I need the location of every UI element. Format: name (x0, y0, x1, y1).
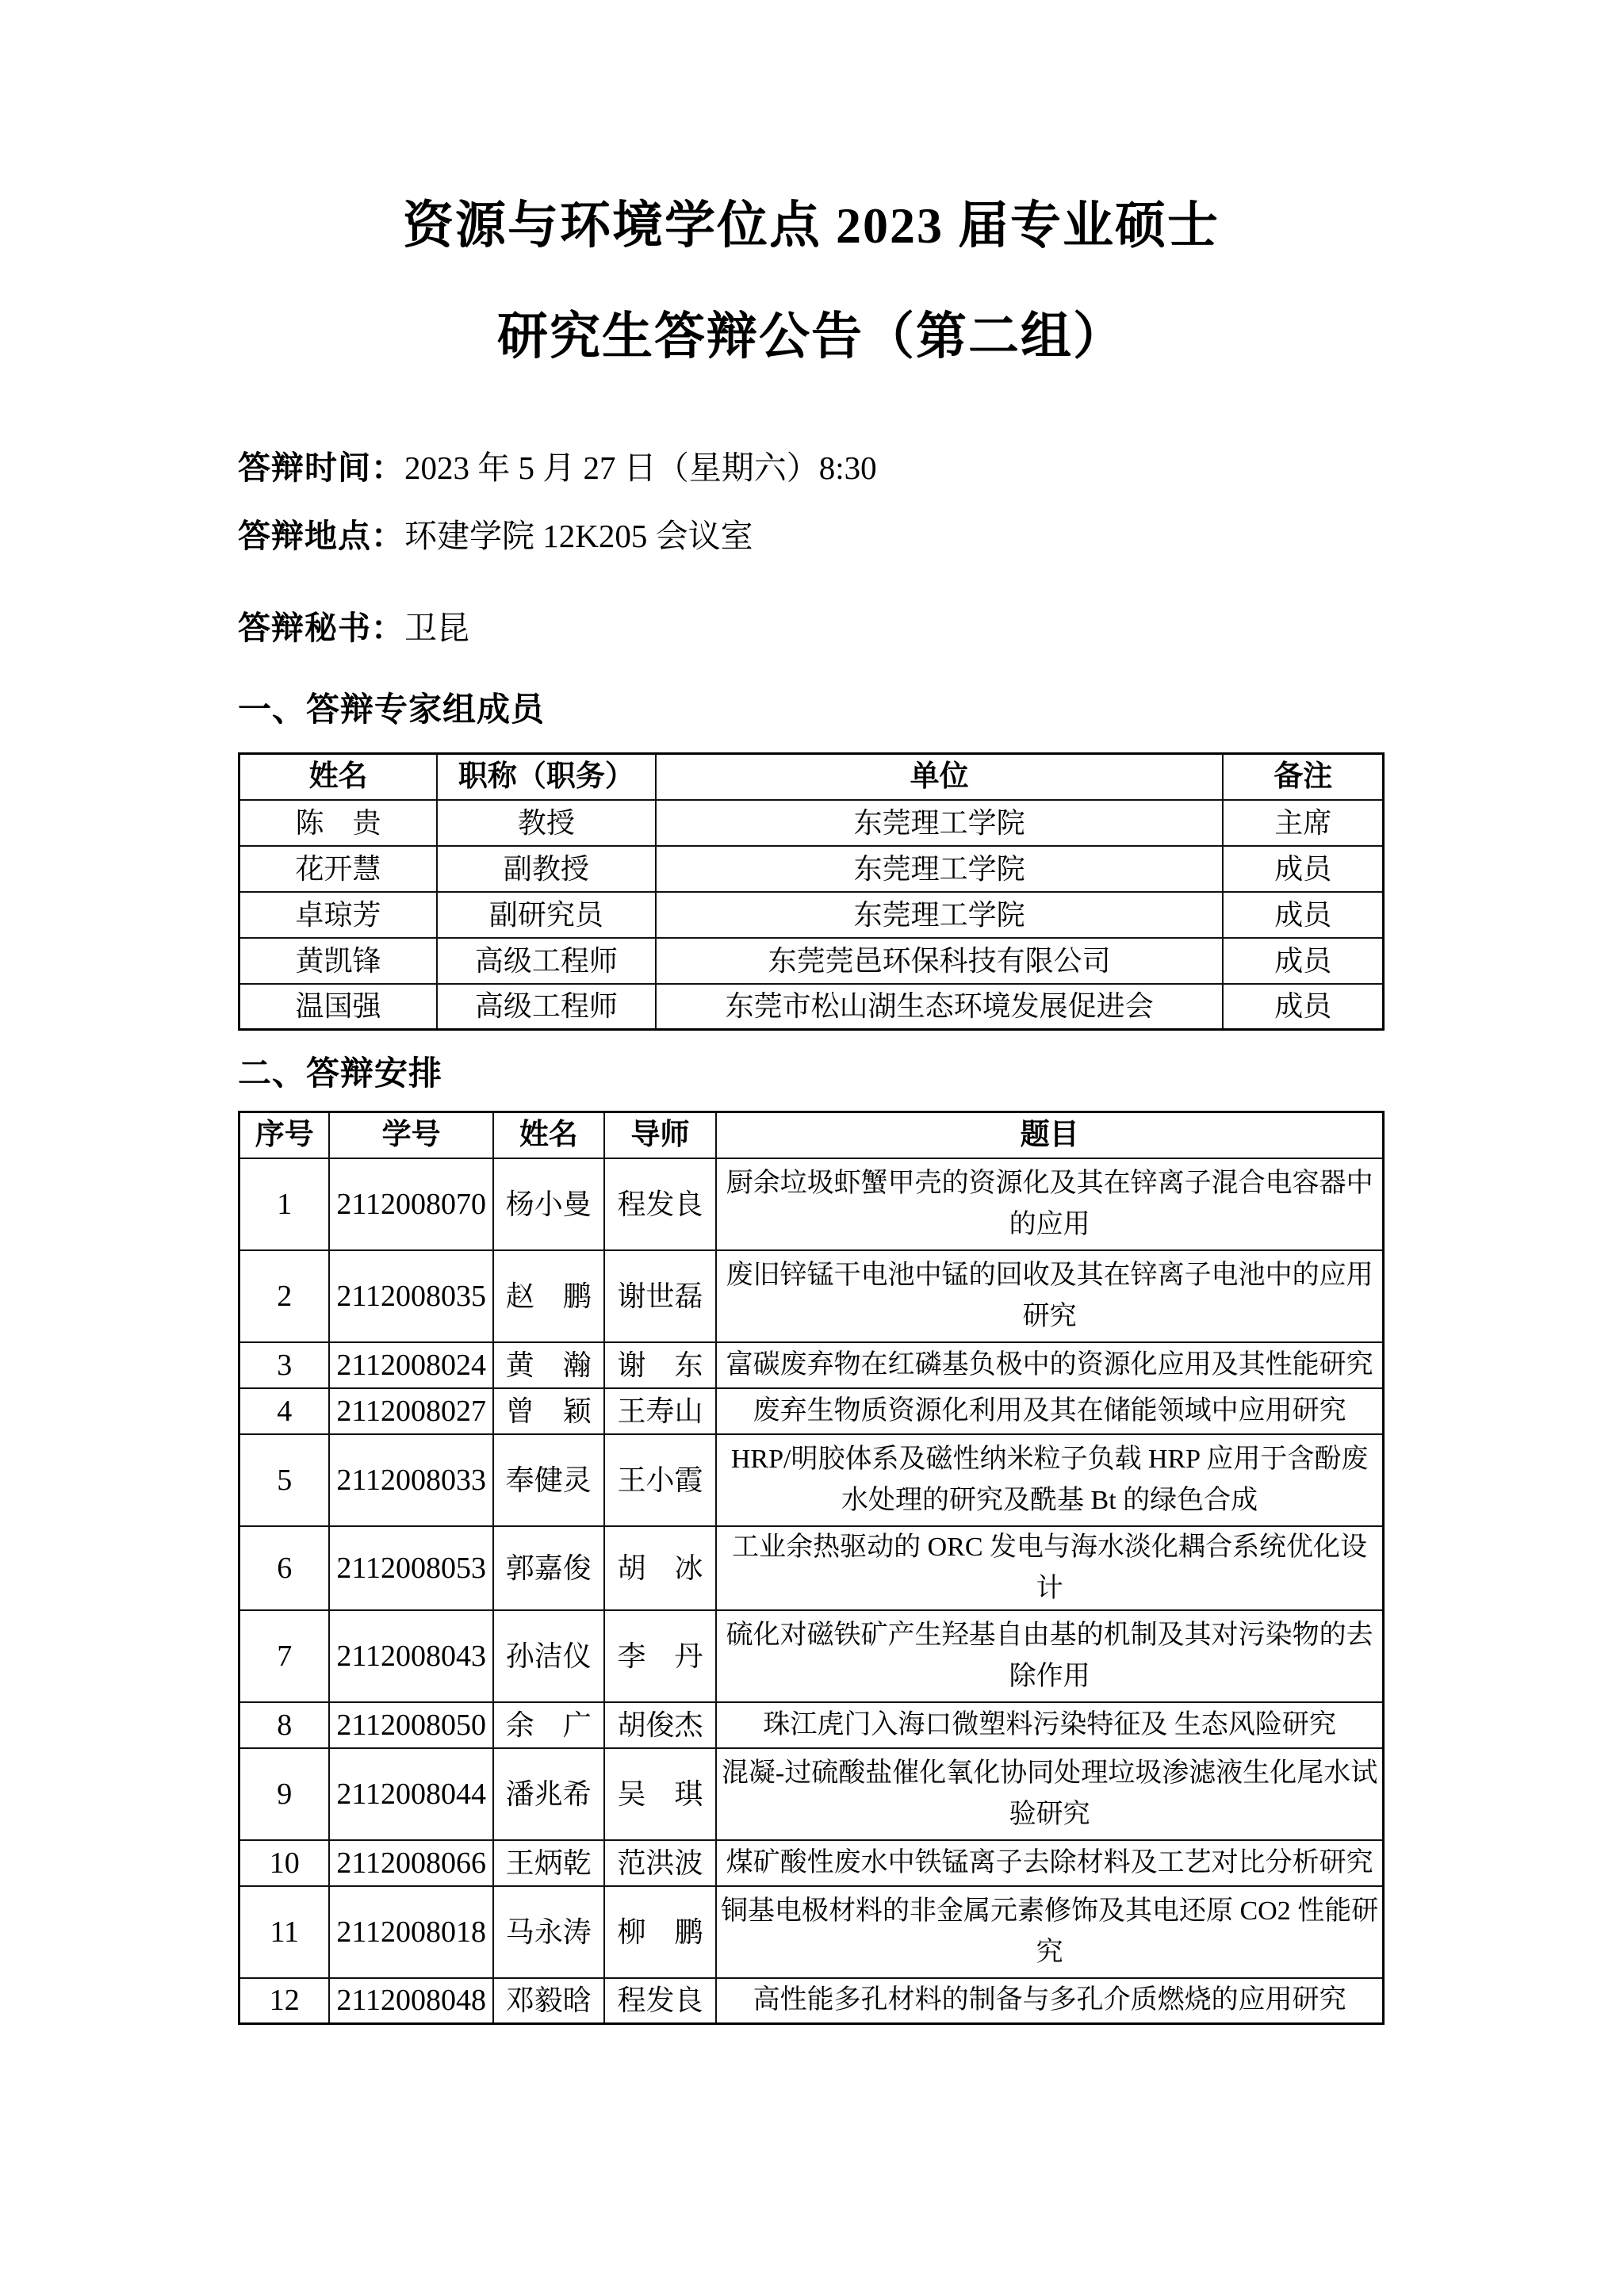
schedule-name: 郭嘉俊 (493, 1526, 604, 1610)
experts-header-row (239, 754, 1384, 800)
expert-title: 教授 (437, 800, 656, 846)
schedule-supervisor: 谢世磊 (604, 1250, 716, 1342)
expert-name: 卓琼芳 (239, 892, 438, 938)
expert-title: 高级工程师 (437, 938, 656, 984)
schedule-student-id: 2112008018 (329, 1886, 492, 1978)
expert-name: 黄凯锋 (239, 938, 438, 984)
defense-time-label: 答辩时间： (238, 450, 404, 486)
schedule-name: 孙洁仪 (493, 1610, 604, 1702)
experts-header-unit: 单位 (656, 754, 1224, 800)
defense-time-value: 2023 年 5 月 27 日（星期六）8:30 (404, 450, 877, 486)
experts-header-name: 姓名 (239, 754, 438, 800)
expert-name: 陈 贵 (239, 800, 438, 846)
schedule-row (239, 1434, 1384, 1526)
schedule-name: 潘兆希 (493, 1748, 604, 1840)
expert-unit: 东莞理工学院 (656, 800, 1224, 846)
schedule-topic: 富碳废弃物在红磷基负极中的资源化应用及其性能研究 (716, 1342, 1383, 1388)
schedule-no: 11 (239, 1886, 330, 1978)
schedule-row (239, 1610, 1384, 1702)
schedule-table (238, 1111, 1385, 2025)
defense-secretary-line (238, 605, 1385, 651)
schedule-name: 黄 瀚 (493, 1342, 604, 1388)
schedule-no: 5 (239, 1434, 330, 1526)
schedule-topic: 煤矿酸性废水中铁锰离子去除材料及工艺对比分析研究 (716, 1840, 1383, 1886)
expert-unit: 东莞莞邑环保科技有限公司 (656, 938, 1224, 984)
schedule-topic: 工业余热驱动的 ORC 发电与海水淡化耦合系统优化设计 (716, 1526, 1383, 1610)
schedule-supervisor: 李 丹 (604, 1610, 716, 1702)
schedule-topic: 废弃生物质资源化利用及其在储能领域中应用研究 (716, 1388, 1383, 1434)
schedule-topic: 厨余垃圾虾蟹甲壳的资源化及其在锌离子混合电容器中的应用 (716, 1158, 1383, 1250)
expert-title: 副教授 (437, 846, 656, 892)
schedule-name: 杨小曼 (493, 1158, 604, 1250)
experts-table (238, 752, 1385, 1031)
schedule-supervisor: 范洪波 (604, 1840, 716, 1886)
schedule-student-id: 2112008043 (329, 1610, 492, 1702)
defense-location-value: 环建学院 12K205 会议室 (404, 518, 753, 554)
schedule-no: 9 (239, 1748, 330, 1840)
schedule-no: 6 (239, 1526, 330, 1610)
schedule-no: 1 (239, 1158, 330, 1250)
defense-location-line (238, 513, 1385, 559)
schedule-student-id: 2112008050 (329, 1702, 492, 1748)
schedule-row (239, 1978, 1384, 2024)
schedule-student-id: 2112008053 (329, 1526, 492, 1610)
schedule-supervisor: 王寿山 (604, 1388, 716, 1434)
expert-row (239, 938, 1384, 984)
schedule-header-student-id: 学号 (329, 1112, 492, 1158)
schedule-no: 3 (239, 1342, 330, 1388)
schedule-student-id: 2112008033 (329, 1434, 492, 1526)
schedule-name: 奉健灵 (493, 1434, 604, 1526)
schedule-no: 10 (239, 1840, 330, 1886)
schedule-row (239, 1748, 1384, 1840)
expert-title: 高级工程师 (437, 984, 656, 1030)
schedule-student-id: 2112008048 (329, 1978, 492, 2024)
schedule-row (239, 1342, 1384, 1388)
expert-row (239, 800, 1384, 846)
defense-location-label: 答辩地点： (238, 518, 404, 554)
schedule-header-supervisor: 导师 (604, 1112, 716, 1158)
schedule-row (239, 1388, 1384, 1434)
schedule-name: 赵 鹏 (493, 1250, 604, 1342)
schedule-student-id: 2112008035 (329, 1250, 492, 1342)
expert-title: 副研究员 (437, 892, 656, 938)
defense-time-line (238, 445, 1385, 491)
schedule-row (239, 1886, 1384, 1978)
expert-row (239, 984, 1384, 1030)
schedule-header-no: 序号 (239, 1112, 330, 1158)
schedule-no: 12 (239, 1978, 330, 2024)
expert-note: 成员 (1223, 892, 1383, 938)
expert-unit: 东莞市松山湖生态环境发展促进会 (656, 984, 1224, 1030)
schedule-name: 曾 颖 (493, 1388, 604, 1434)
experts-section-heading: 一、答辩专家组成员 (238, 692, 546, 729)
schedule-no: 7 (239, 1610, 330, 1702)
expert-unit: 东莞理工学院 (656, 846, 1224, 892)
schedule-topic: 高性能多孔材料的制备与多孔介质燃烧的应用研究 (716, 1978, 1383, 2024)
schedule-supervisor: 谢 东 (604, 1342, 716, 1388)
schedule-name: 邓毅晗 (493, 1978, 604, 2024)
schedule-name: 马永涛 (493, 1886, 604, 1978)
expert-name: 花开慧 (239, 846, 438, 892)
schedule-row (239, 1526, 1384, 1610)
expert-row (239, 846, 1384, 892)
experts-header-title: 职称（职务） (437, 754, 656, 800)
schedule-name: 王炳乾 (493, 1840, 604, 1886)
schedule-header-row (239, 1112, 1384, 1158)
schedule-topic: HRP/明胶体系及磁性纳米粒子负载 HRP 应用于含酚废水处理的研究及酰基 Bt 的绿色合成 (716, 1434, 1383, 1526)
schedule-header-name: 姓名 (493, 1112, 604, 1158)
schedule-topic: 硫化对磁铁矿产生羟基自由基的机制及其对污染物的去除作用 (716, 1610, 1383, 1702)
schedule-header-topic: 题目 (716, 1112, 1383, 1158)
title-line-1: 资源与环境学位点 2023 届专业硕士 (403, 197, 1220, 254)
schedule-topic: 混凝-过硫酸盐催化氧化协同处理垃圾渗滤液生化尾水试验研究 (716, 1748, 1383, 1840)
schedule-supervisor: 吴 琪 (604, 1748, 716, 1840)
schedule-student-id: 2112008027 (329, 1388, 492, 1434)
schedule-name: 余 广 (493, 1702, 604, 1748)
schedule-supervisor: 王小霞 (604, 1434, 716, 1526)
expert-row (239, 892, 1384, 938)
expert-note: 成员 (1223, 938, 1383, 984)
schedule-student-id: 2112008070 (329, 1158, 492, 1250)
schedule-topic: 铜基电极材料的非金属元素修饰及其电还原 CO2 性能研究 (716, 1886, 1383, 1978)
defense-secretary-value: 卫昆 (404, 610, 469, 646)
document-title (238, 170, 1385, 392)
schedule-topic: 废旧锌锰干电池中锰的回收及其在锌离子电池中的应用研究 (716, 1250, 1383, 1342)
schedule-supervisor: 程发良 (604, 1158, 716, 1250)
schedule-supervisor: 胡 冰 (604, 1526, 716, 1610)
expert-note: 成员 (1223, 984, 1383, 1030)
schedule-student-id: 2112008024 (329, 1342, 492, 1388)
experts-header-note: 备注 (1223, 754, 1383, 800)
schedule-no: 4 (239, 1388, 330, 1434)
schedule-supervisor: 胡俊杰 (604, 1702, 716, 1748)
schedule-section-heading: 二、答辩安排 (238, 1056, 443, 1093)
title-line-2: 研究生答辩公告（第二组） (497, 308, 1125, 365)
schedule-row (239, 1702, 1384, 1748)
defense-secretary-label: 答辩秘书： (238, 610, 404, 646)
schedule-topic: 珠江虎门入海口微塑料污染特征及 生态风险研究 (716, 1702, 1383, 1748)
schedule-row (239, 1250, 1384, 1342)
schedule-student-id: 2112008044 (329, 1748, 492, 1840)
expert-name: 温国强 (239, 984, 438, 1030)
expert-unit: 东莞理工学院 (656, 892, 1224, 938)
expert-note: 成员 (1223, 846, 1383, 892)
schedule-student-id: 2112008066 (329, 1840, 492, 1886)
schedule-no: 8 (239, 1702, 330, 1748)
expert-note: 主席 (1223, 800, 1383, 846)
schedule-row (239, 1840, 1384, 1886)
schedule-supervisor: 柳 鹏 (604, 1886, 716, 1978)
schedule-supervisor: 程发良 (604, 1978, 716, 2024)
schedule-row (239, 1158, 1384, 1250)
schedule-no: 2 (239, 1250, 330, 1342)
